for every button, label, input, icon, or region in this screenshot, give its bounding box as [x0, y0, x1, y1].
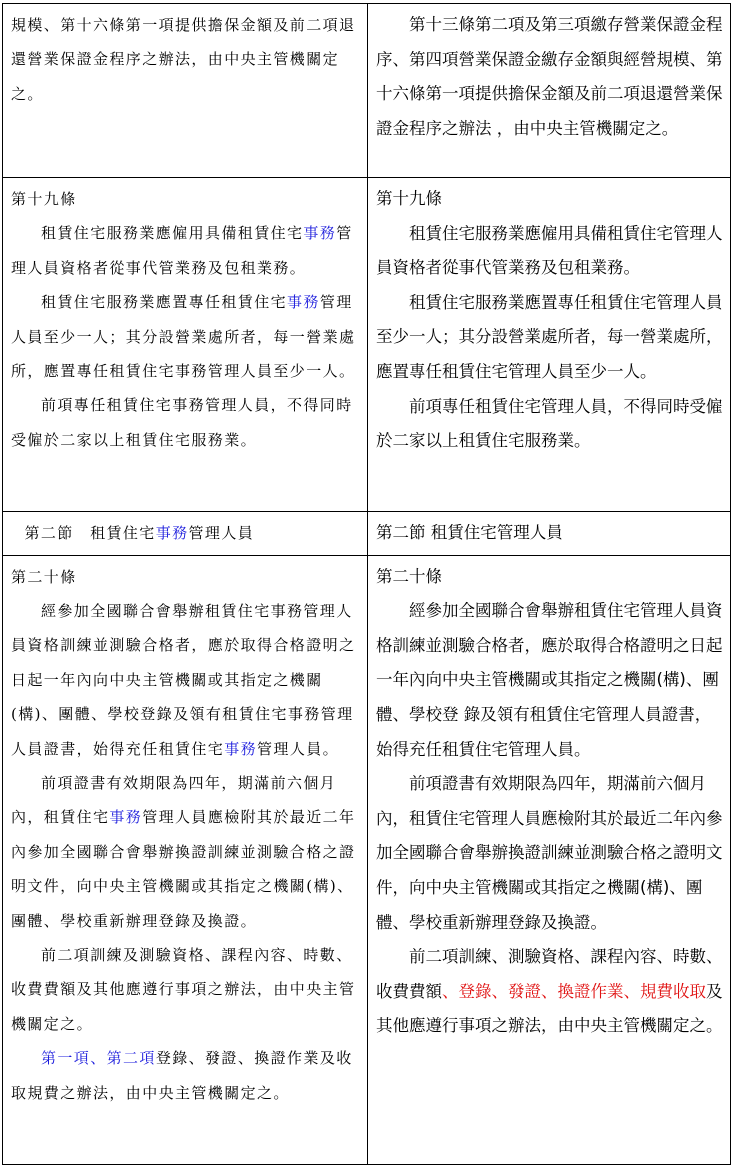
amended-section-heading-cell	[3, 512, 368, 556]
comparison-table	[2, 3, 731, 1165]
text-segment: 前二項訓練、測驗資格、課程內容、時數、收費費額	[376, 947, 723, 1001]
text-segment: 前項證書有效期限為四年，期滿前六個月內，租賃住宅	[11, 774, 337, 827]
text-segment: 第十九條	[376, 189, 442, 208]
text-segment: 第二十條	[376, 566, 442, 586]
paragraph	[11, 388, 361, 457]
paragraph	[11, 182, 361, 216]
paragraph	[11, 8, 361, 111]
text-segment: 租賃住宅服務業應僱用具備租賃住宅管理人員資格者從事代管業務及包租業務。	[376, 223, 723, 278]
paragraph	[376, 560, 724, 595]
paragraph	[376, 594, 724, 767]
table-row	[3, 178, 731, 512]
paragraph	[376, 767, 724, 940]
highlighted-text-blue: 事務	[303, 224, 337, 243]
highlighted-text-blue: 事務	[109, 808, 143, 827]
text-segment: 管理人員應檢附其於最近二年內參加全國聯合會舉辦換證訓練並測驗合格之證明文件，向中央主管機關或其指定之機關(構)、團體、學校重新辦理登錄及換證。	[11, 808, 356, 930]
paragraph	[376, 940, 724, 1044]
paragraph	[376, 182, 724, 217]
highlighted-text-red: 、登錄、發證、換證作業、規費收取	[442, 981, 706, 1001]
text-segment: 第二節 租賃住宅	[24, 524, 156, 542]
text-segment: 規模、第十六條第一項提供擔保金額及前二項退還營業保證金程序之辦法，由中央主管機關定之。	[11, 16, 356, 103]
text-segment: 前二項訓練及測驗資格、課程內容、時數、收費費額及其他應遵行事項之辦法，由中央主管機關定之。	[11, 946, 356, 1033]
paragraph	[11, 1041, 361, 1110]
highlighted-text-blue: 第一項、第二項	[41, 1049, 156, 1068]
paragraph	[376, 217, 724, 286]
paragraph	[376, 516, 724, 551]
text-segment: 第二節 租賃住宅管理人員	[376, 523, 563, 542]
paragraph	[376, 390, 724, 459]
text-segment: 租賃住宅服務業應置專任租賃住宅管理人員至少一人；其分設營業處所者，每一營業處所，應置專任租賃住宅管理人員至少一人。	[376, 292, 723, 381]
text-segment: 及其他應遵行事項之辦法，由中央主管機關定之。	[376, 981, 723, 1036]
text-segment: 第二十條	[11, 567, 77, 586]
paragraph	[11, 216, 361, 285]
table-row	[3, 555, 731, 1164]
text-segment: 第十三條第二項及第三項繳存營業保證金程序、第四項營業保證金繳存金額與經營規模、第十六條第一項提供擔保金額及前二項退還營業保證金程序之辦法 ，由中央主管機關定之。	[376, 15, 723, 138]
current-section-heading-cell	[368, 512, 731, 556]
current-text-cell	[368, 178, 731, 512]
current-text-cell	[368, 555, 731, 1164]
paragraph	[11, 766, 361, 938]
text-segment: 第十九條	[11, 190, 77, 208]
paragraph	[376, 286, 724, 390]
current-text-cell	[368, 4, 731, 178]
text-segment: 前項專任租賃住宅管理人員，不得同時受僱於二家以上租賃住宅服務業。	[376, 396, 723, 451]
section-heading-row	[3, 512, 731, 556]
paragraph	[11, 285, 361, 388]
text-segment: 管理人員	[188, 524, 255, 542]
amended-text-cell	[3, 555, 368, 1164]
amended-text-cell	[3, 178, 368, 512]
paragraph	[376, 8, 724, 146]
text-segment: 經參加全國聯合會舉辦租賃住宅事務管理人員資格訓練並測驗合格者，應於取得合格證明之日起一年內向中央主管機關或其指定之機關(構)、團體、學校登錄及領有租賃住宅事務管理人員證書，始得充任租賃住宅	[11, 602, 356, 758]
text-segment: 管理人員資格者從事代管業務及包租業務。	[11, 224, 353, 277]
table-row	[3, 4, 731, 178]
highlighted-text-blue: 事務	[287, 293, 320, 312]
text-segment: 管理人員至少一人；其分設營業處所者，每一營業處所，應置專任租賃住宅事務管理人員至少一人。	[11, 293, 356, 381]
highlighted-text-blue: 事務	[224, 739, 258, 758]
amended-text-cell	[3, 4, 368, 178]
text-segment: 租賃住宅服務業應僱用具備租賃住宅	[41, 224, 304, 243]
paragraph	[11, 594, 361, 766]
text-segment: 前項證書有效期限為四年，期滿前六個月內，租賃住宅管理人員應檢附其於最近二年內參加全國聯合會舉辦換證訓練並測驗合格之證明文件，向中央主管機關或其指定之機關(構)、團體、學校重新辦理登錄及換證。	[376, 774, 723, 932]
paragraph	[11, 938, 361, 1041]
paragraph	[11, 560, 361, 594]
text-segment: 登錄、發證、換證作業及收取規費之辦法，由中央主管機關定之。	[11, 1049, 353, 1102]
text-segment: 前項專任租賃住宅事務管理人員，不得同時受僱於二家以上租賃住宅服務業。	[11, 396, 353, 449]
highlighted-text-blue: 事務	[155, 524, 189, 542]
text-segment: 租賃住宅服務業應置專任租賃住宅	[41, 293, 288, 312]
text-segment: 管理人員。	[257, 739, 340, 758]
paragraph	[11, 516, 361, 550]
text-segment: 經參加全國聯合會舉辦租賃住宅管理人員資格訓練並測驗合格者，應於取得合格證明之日起一年內向中央主管機關或其指定之機關(構)、團體、學校登 錄及領有租賃住宅管理人員證書，始得充任租賃住宅管理人員。	[376, 601, 723, 759]
